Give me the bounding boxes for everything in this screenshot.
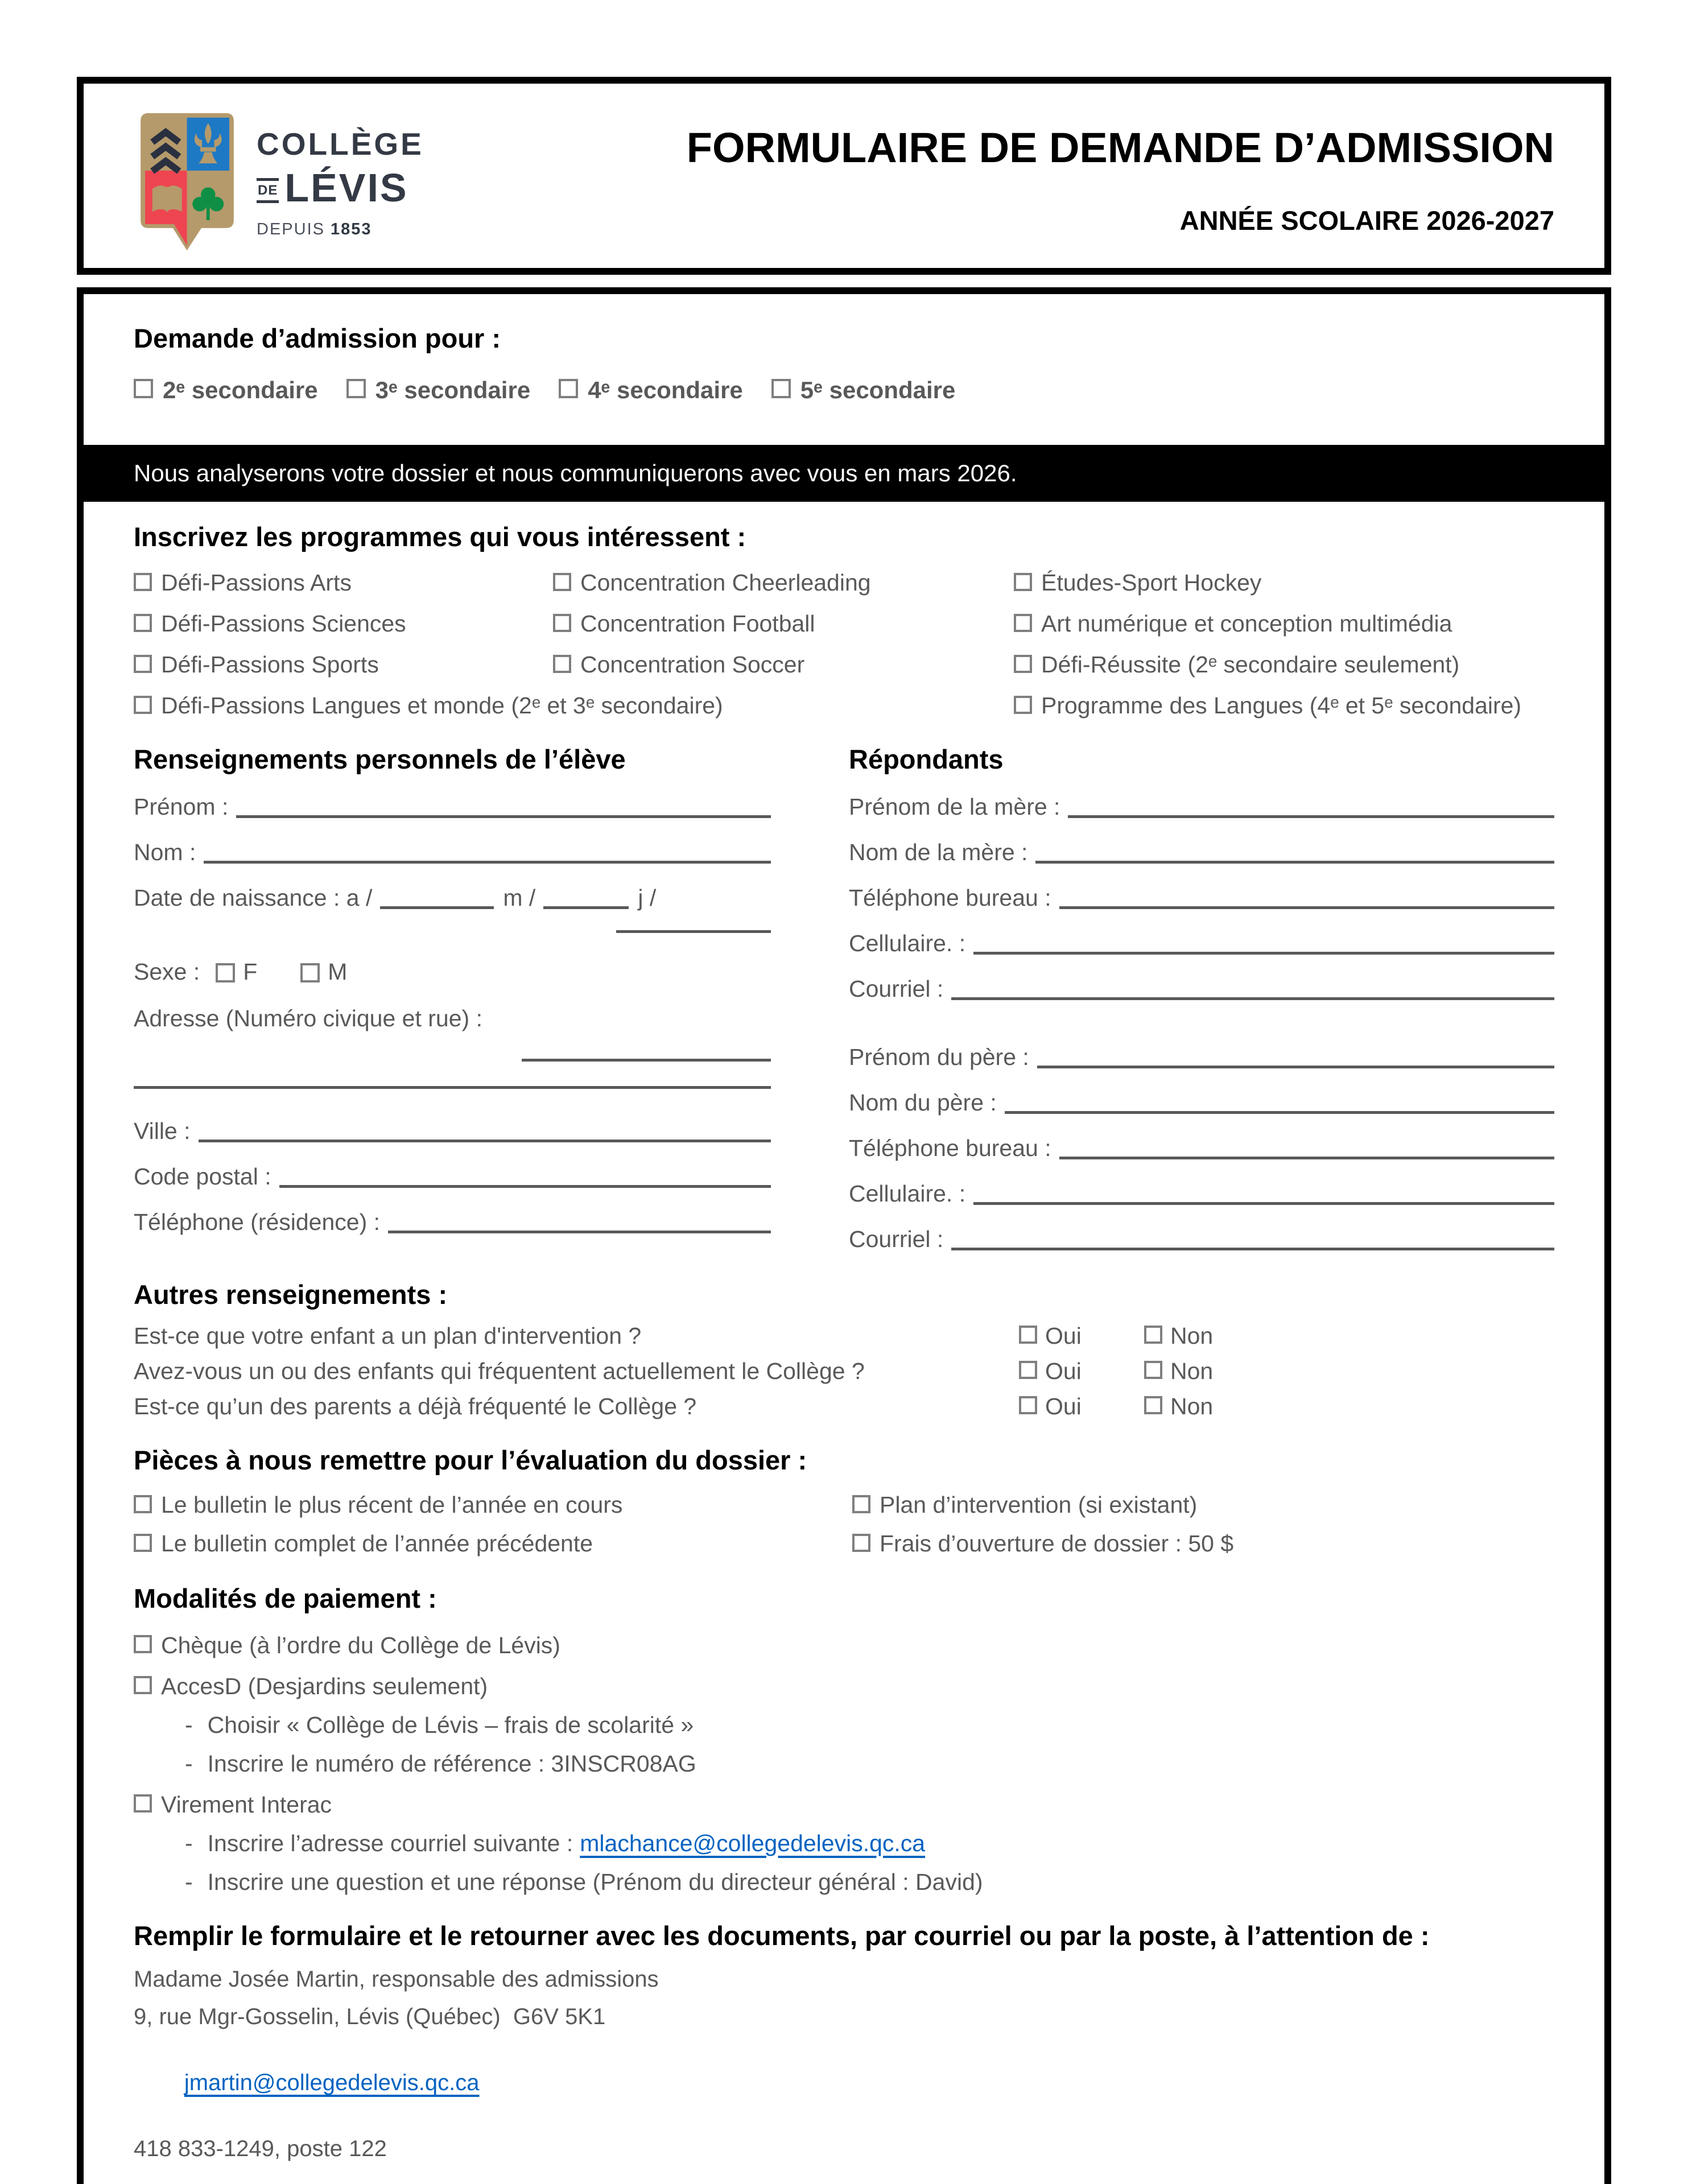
blank-line-jour [616,927,771,933]
program-concentration-cheerleading[interactable]: Concentration Cheerleading [553,568,1014,597]
blank-line [1059,903,1554,909]
field-date-naissance: Date de naissance : a / m / j / [134,885,657,911]
programs-grid [134,568,1554,720]
checkbox-non-icon[interactable] [1144,1326,1162,1344]
paiement-heading: Modalités de paiement : [134,1583,437,1613]
program-etudes-sport-hockey[interactable]: Études-Sport Hockey [1014,568,1554,597]
piece-bulletin-recent[interactable]: Le bulletin le plus récent de l’année en cours [134,1491,852,1519]
blank-line [204,858,771,864]
pieces-heading: Pièces à nous remettre pour l’évaluation du dossier : [134,1445,807,1475]
blank-line [973,1199,1554,1205]
contact-email-line [134,2040,1554,2125]
field-cellulaire-pere: Cellulaire. : [849,1180,1554,1207]
field-adresse-line-short [134,1041,771,1064]
piece-bulletin-complet[interactable]: Le bulletin complet de l’année précédente [134,1529,852,1558]
blank-line [1059,1154,1554,1159]
checkbox-icon[interactable] [1014,573,1032,591]
program-programme-des-langues[interactable]: Programme des Langues (4ᵉ et 5ᵉ secondaire) [1014,691,1554,720]
checkbox-4e-secondaire-icon[interactable] [559,379,578,398]
checkbox-non-icon[interactable] [1144,1361,1162,1379]
checkbox-icon[interactable] [553,573,571,591]
blank-line [1068,812,1554,818]
non-option[interactable]: Non [1144,1358,1269,1385]
piece-plan-intervention[interactable]: Plan d’intervention (si existant) [852,1491,1554,1519]
program-defi-passions-arts[interactable]: Défi-Passions Arts [134,568,553,597]
field-adresse-line-full [134,1083,771,1091]
info-banner [84,445,1604,502]
blank-line [1037,1063,1554,1068]
checkbox-icon[interactable] [134,573,152,591]
program-concentration-soccer[interactable]: Concentration Soccer [553,650,1014,679]
blank-line [951,1245,1554,1250]
blank-line [951,994,1554,1000]
question-enfants-college: Avez-vous un ou des enfants qui fréquentent actuellement le Collège ? Oui Non [134,1357,1554,1385]
section-personal-repondants [134,744,1554,1253]
accesd-instruction-1: - Choisir « Collège de Lévis – frais de scolarité » [185,1711,1554,1739]
field-courriel-pere: Courriel : [849,1225,1554,1253]
checkbox-sexe-f-icon[interactable] [216,963,235,982]
checkbox-icon[interactable] [852,1495,870,1513]
info-banner-text: Nous analyserons votre dossier et nous communiquerons avec vous en mars 2026. [134,460,1017,486]
program-defi-passions-langues[interactable]: Défi-Passions Langues et monde (2ᵉ et 3ᵉ secondaire) [134,691,1014,720]
checkbox-icon[interactable] [1014,696,1032,714]
blank-line-mois [543,903,629,909]
autres-heading: Autres renseignements : [134,1279,448,1310]
non-option[interactable]: Non [1144,1323,1269,1349]
section-pieces [134,1444,1554,1558]
contact-name: Madame Josée Martin, responsable des admissions [134,1967,659,1992]
blank-line [199,1137,771,1142]
checkbox-2e-secondaire-icon[interactable] [134,379,153,398]
personal-column [134,744,771,1253]
contact-phone: 418 833-1249, poste 122 [134,2136,387,2161]
checkbox-sexe-m-icon[interactable] [300,963,320,982]
page-subtitle: ANNÉE SCOLAIRE 2026-2027 [1179,205,1554,236]
field-cellulaire-mere: Cellulaire. : [849,930,1554,957]
checkbox-accesd-icon[interactable] [134,1676,152,1694]
field-telephone-residence: Téléphone (résidence) : [134,1208,771,1236]
repondants-heading: Répondants [849,744,1004,774]
section-paiement [134,1583,1554,1896]
checkbox-oui-icon[interactable] [1019,1326,1037,1344]
checkbox-3e-secondaire-icon[interactable] [346,379,366,398]
option-5e-secondaire[interactable]: 5ᵉ secondaire [771,377,956,404]
question-parents-college: Est-ce qu’un des parents a déjà fréquenté le Collège ? Oui Non [134,1392,1554,1421]
checkbox-icon[interactable] [134,655,152,673]
question-plan-intervention: Est-ce que votre enfant a un plan d'intervention ? Oui Non [134,1322,1554,1350]
jmartin-email-link[interactable]: jmartin@collegedelevis.qc.ca [184,2070,480,2095]
checkbox-oui-icon[interactable] [1019,1361,1037,1379]
checkbox-icon[interactable] [134,696,152,714]
college-crest-icon [138,111,236,253]
repondants-column [849,744,1554,1253]
blank-line [522,1056,771,1062]
college-logo [138,111,424,253]
checkbox-icon[interactable] [852,1534,870,1552]
paiement-cheque[interactable]: Chèque (à l’ordre du Collège de Lévis) [134,1631,1554,1659]
programs-heading: Inscrivez les programmes qui vous intéressent : [134,522,746,552]
checkbox-5e-secondaire-icon[interactable] [771,379,791,398]
logo-de: DE [257,178,279,203]
field-date-naissance-suite [134,914,771,935]
accesd-instruction-2: - Inscrire le numéro de référence : 3INSCR08AG [185,1749,1554,1778]
checkbox-icon[interactable] [553,614,571,632]
field-prenom-mere: Prénom de la mère : [849,793,1554,820]
field-prenom-pere: Prénom du père : [849,1043,1554,1071]
blank-line [1035,858,1554,864]
option-4e-secondaire[interactable]: 4ᵉ secondaire [559,377,743,404]
checkbox-icon[interactable] [134,1495,152,1513]
logo-college: COLLÈGE [257,126,424,162]
contact-address: 9, rue Mgr-Gosselin, Lévis (Québec) G6V 5K1 [134,2004,606,2029]
blank-line [1005,1108,1554,1114]
field-ville: Ville : [134,1117,771,1145]
program-defi-passions-sciences[interactable]: Défi-Passions Sciences [134,609,553,638]
program-defi-passions-sports[interactable]: Défi-Passions Sports [134,650,553,679]
blank-line [388,1228,771,1233]
non-option[interactable]: Non [1144,1393,1269,1420]
paiement-accesd[interactable]: AccesD (Desjardins seulement) [134,1672,1554,1700]
blank-line-annee [380,903,494,909]
option-3e-secondaire[interactable]: 3ᵉ secondaire [346,377,531,404]
program-defi-reussite[interactable]: Défi-Réussite (2ᵉ secondaire seulement) [1014,650,1554,679]
checkbox-icon[interactable] [1014,655,1032,673]
blank-line [236,812,771,818]
title-block [424,111,1554,236]
checkbox-icon[interactable] [134,1534,152,1552]
field-adresse-label: Adresse (Numéro civique et rue) : [134,1005,482,1031]
questions [134,1322,1554,1421]
form-body [77,287,1611,2184]
header [77,77,1611,275]
piece-frais-ouverture[interactable]: Frais d’ouverture de dossier : 50 $ [852,1529,1554,1558]
mlachance-email-link[interactable]: mlachance@collegedelevis.qc.ca [580,1830,926,1856]
field-telephone-bureau-mere: Téléphone bureau : [849,884,1554,911]
admission-heading: Demande d’admission pour : [134,323,501,353]
checkbox-cheque-icon[interactable] [134,1635,152,1653]
field-nom-pere: Nom du père : [849,1089,1554,1116]
checkbox-icon[interactable] [134,614,152,632]
section-admission [134,323,1554,404]
grade-options [134,377,1554,404]
oui-option[interactable]: Oui [1019,1393,1144,1420]
checkbox-icon[interactable] [553,655,571,673]
interac-instruction-2: - Inscrire une question et une réponse (Prénom du directeur général : David) [185,1868,1554,1896]
field-sexe: Sexe : F M [134,959,348,985]
blank-line [279,1182,771,1188]
program-concentration-football[interactable]: Concentration Football [553,609,1014,638]
logo-levis: LÉVIS [284,166,408,210]
field-nom-mere: Nom de la mère : [849,839,1554,866]
retour-heading: Remplir le formulaire et le retourner avec les documents, par courriel ou par la poste, à l’attention de : [134,1921,1430,1951]
oui-option[interactable]: Oui [1019,1358,1144,1385]
option-2e-secondaire[interactable]: 2ᵉ secondaire [134,377,318,404]
checkbox-oui-icon[interactable] [1019,1396,1037,1414]
page-title: FORMULAIRE DE DEMANDE D’ADMISSION [686,124,1554,171]
field-courriel-mere: Courriel : [849,975,1554,1002]
blank-line [134,1083,771,1089]
field-nom: Nom : [134,839,771,866]
logo-tagline: DEPUIS 1853 [257,220,372,238]
field-prenom: Prénom : [134,793,771,820]
checkbox-interac-icon[interactable] [134,1794,152,1813]
checkbox-non-icon[interactable] [1144,1396,1162,1414]
college-logo-text [257,111,424,239]
section-autres [134,1279,1554,1421]
personal-heading: Renseignements personnels de l’élève [134,744,626,774]
section-programs [134,521,1554,720]
oui-option[interactable]: Oui [1019,1323,1144,1349]
blank-line [973,949,1554,955]
paiement-virement-interac[interactable]: Virement Interac [134,1790,1554,1819]
checkbox-icon[interactable] [1014,614,1032,632]
field-telephone-bureau-pere: Téléphone bureau : [849,1134,1554,1162]
field-code-postal: Code postal : [134,1163,771,1190]
interac-instruction-1: - Inscrire l’adresse courriel suivante : mlachance@collegedelevis.qc.ca [185,1829,1554,1857]
pieces-grid [134,1491,1554,1558]
section-retour [134,1920,1554,2184]
program-art-numerique[interactable]: Art numérique et conception multimédia [1014,609,1554,638]
